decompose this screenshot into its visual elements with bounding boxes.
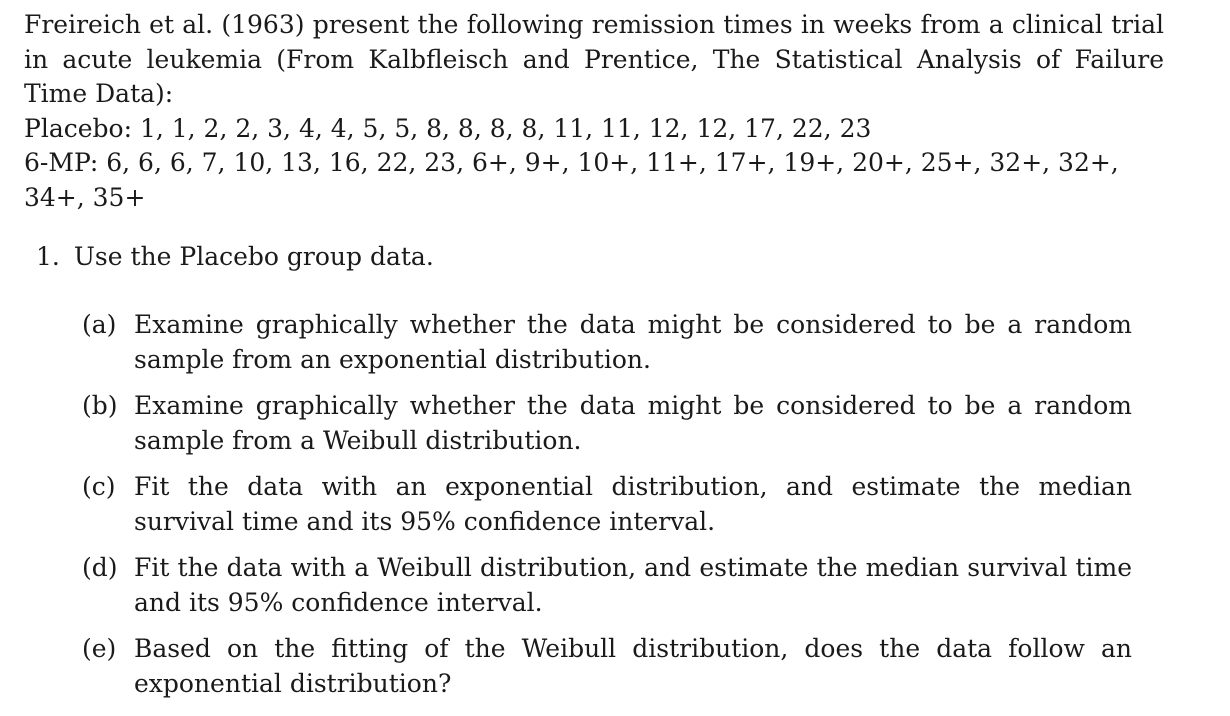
- subpart-e: [82, 632, 1132, 701]
- 6mp-data-line: 6-MP: 6, 6, 6, 7, 10, 13, 16, 22, 23, 6+, 9+, 10+, 11+, 17+, 19+, 20+, 25+, 32+, 32+, 34+, 35+: [24, 148, 1119, 212]
- intro-paragraph: Freireich et al. (1963) present the following remission times in weeks from a clinical trial in acute leukemia (From Kalbfleisch and Prentice, The Statistical Analysis of Failure Time Data):: [24, 10, 1164, 108]
- subpart-label: (b): [82, 391, 118, 420]
- subpart-text: Examine graphically whether the data might be considered to be a random sample from a Weibull distribution.: [134, 391, 1132, 455]
- subpart-d: [82, 551, 1132, 620]
- subpart-b: [82, 389, 1132, 458]
- problem-1: [36, 240, 434, 275]
- subpart-label: (e): [82, 634, 117, 663]
- subpart-text: Fit the data with an exponential distribution, and estimate the median survival time and its 95% confidence interval.: [134, 472, 1132, 536]
- subpart-list: [82, 308, 1132, 713]
- subpart-label: (a): [82, 310, 117, 339]
- subpart-text: Based on the fitting of the Weibull distribution, does the data follow an exponential distribution?: [134, 634, 1132, 698]
- placebo-data-line: Placebo: 1, 1, 2, 2, 3, 4, 4, 5, 5, 8, 8, 8, 8, 11, 11, 12, 12, 17, 22, 23: [24, 113, 872, 143]
- subpart-c: [82, 470, 1132, 539]
- subpart-text: Fit the data with a Weibull distribution, and estimate the median survival time and its 95% confidence interval.: [134, 553, 1132, 617]
- subpart-text: Examine graphically whether the data might be considered to be a random sample from an exponential distribution.: [134, 310, 1132, 374]
- problem-number: 1.: [36, 242, 60, 271]
- document-page: [24, 8, 1164, 215]
- subpart-label: (c): [82, 472, 116, 501]
- subpart-a: [82, 308, 1132, 377]
- problem-text: Use the Placebo group data.: [73, 242, 434, 271]
- subpart-label: (d): [82, 553, 118, 582]
